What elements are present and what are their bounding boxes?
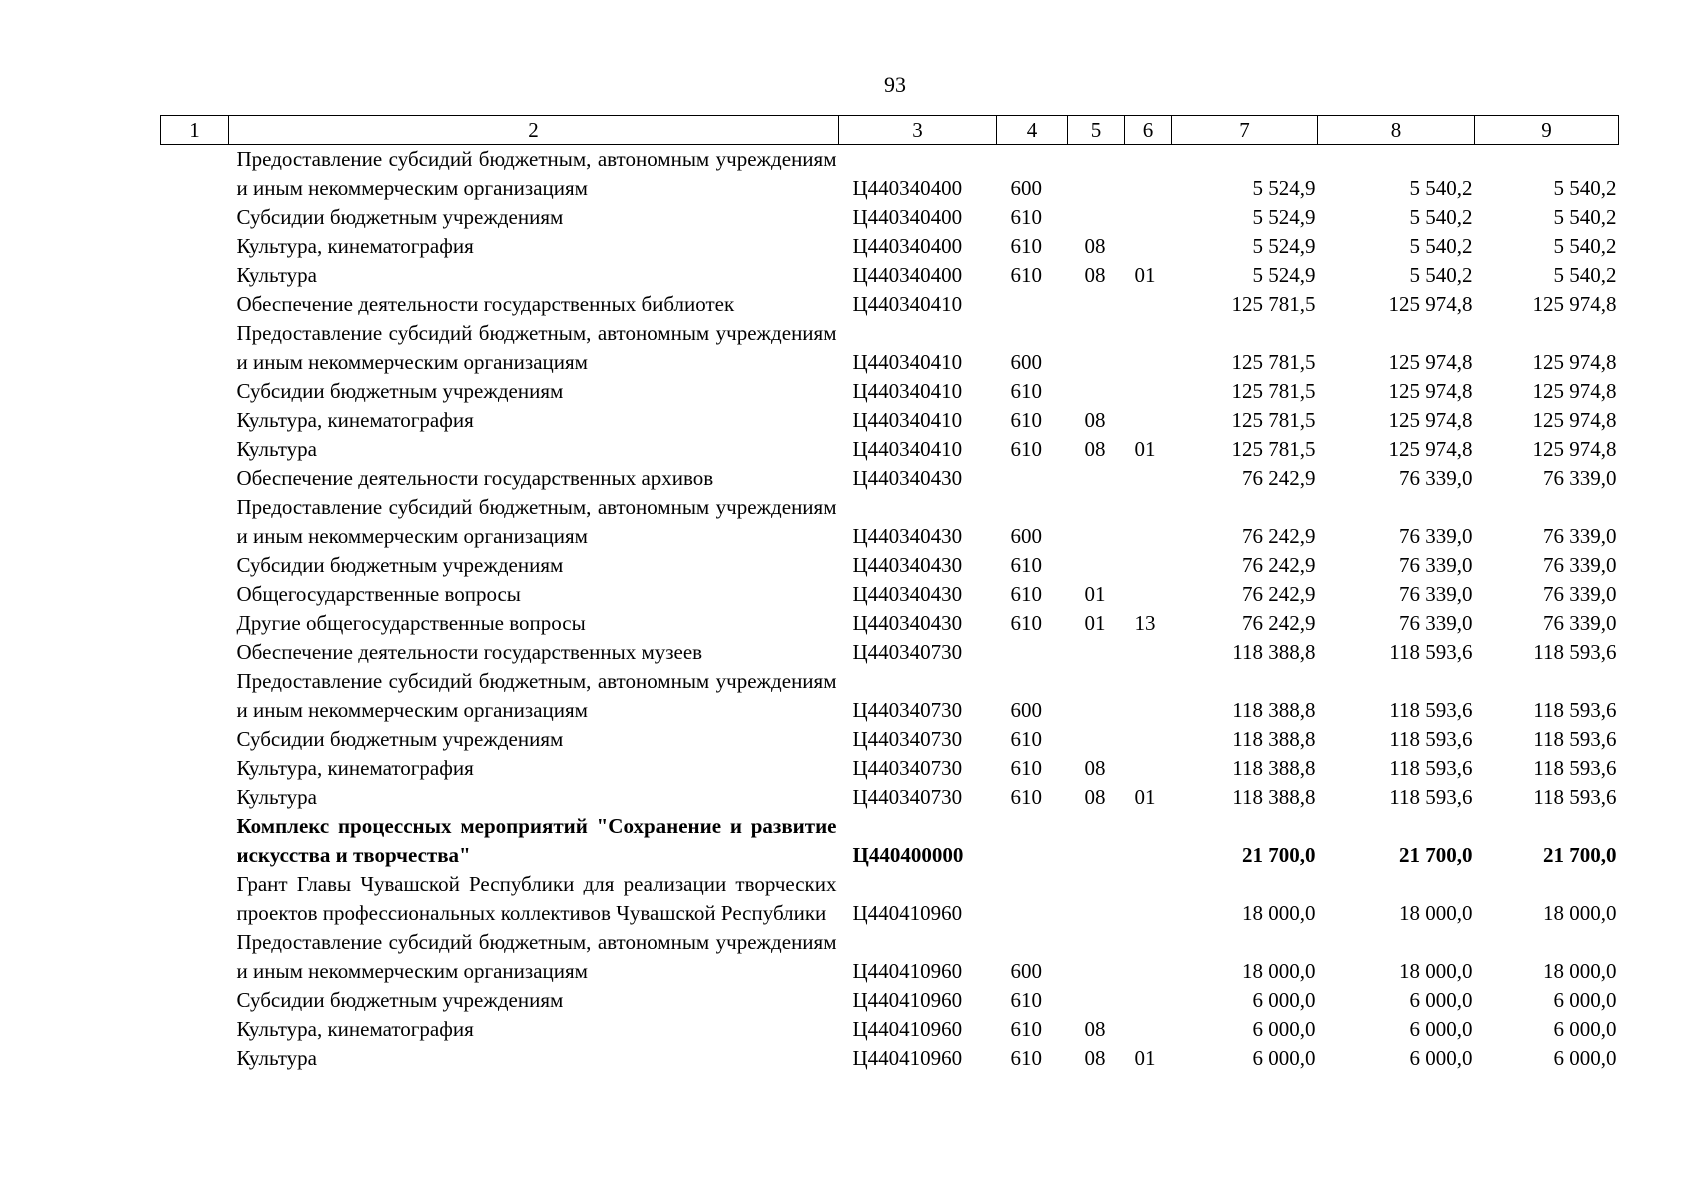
row-expense-type — [997, 290, 1068, 319]
row-section: 08 — [1084, 263, 1106, 287]
row-name: Субсидии бюджетным учреждениям — [236, 379, 564, 403]
row-amount-col9: 118 593,6 — [1533, 727, 1617, 751]
row-code: Ц440400000 — [852, 843, 964, 867]
table-row — [161, 261, 1619, 290]
row-blank-cell — [161, 290, 229, 319]
header-col-2: 2 — [229, 116, 839, 145]
row-amount-col7: 118 388,8 — [1232, 756, 1316, 780]
row-name: Культура, кинематография — [236, 1017, 474, 1041]
row-code: Ц440340400 — [852, 234, 963, 258]
row-name: Культура — [236, 437, 317, 461]
row-name: Общегосударственные вопросы — [236, 582, 521, 606]
table-row — [161, 609, 1619, 638]
row-expense-type: 610 — [1010, 988, 1042, 1012]
row-subsection — [1125, 290, 1172, 319]
row-amount-col7: 118 388,8 — [1232, 698, 1316, 722]
row-amount-col9: 5 540,2 — [1553, 234, 1617, 258]
row-amount-col7: 125 781,5 — [1231, 437, 1316, 461]
row-code: Ц440340730 — [852, 640, 963, 664]
row-amount-col7: 21 700,0 — [1242, 843, 1316, 867]
row-blank-cell — [161, 1015, 229, 1044]
row-code: Ц440340430 — [852, 582, 963, 606]
table-row — [161, 986, 1619, 1015]
row-blank-cell — [161, 464, 229, 493]
row-amount-col8: 5 540,2 — [1409, 263, 1473, 287]
row-expense-type: 610 — [1010, 437, 1042, 461]
row-name: Культура, кинематография — [236, 756, 474, 780]
row-subsection — [1125, 667, 1172, 725]
row-blank-cell — [161, 870, 229, 928]
row-name: Грант Главы Чувашской Республики для реализации творческих проектов профессиональных коллективов Чувашской Республики — [236, 872, 837, 925]
row-subsection — [1125, 812, 1172, 870]
row-name: Предоставление субсидий бюджетным, автономным учреждениям и иным некоммерческим организациям — [236, 495, 837, 548]
row-amount-col8: 125 974,8 — [1388, 350, 1473, 374]
row-amount-col9: 76 339,0 — [1543, 611, 1617, 635]
row-expense-type — [997, 638, 1068, 667]
row-code: Ц440340730 — [852, 727, 963, 751]
row-amount-col9: 6 000,0 — [1553, 988, 1617, 1012]
header-row — [161, 116, 1619, 145]
row-amount-col8: 76 339,0 — [1399, 582, 1473, 606]
table-row — [161, 1044, 1619, 1073]
row-amount-col7: 125 781,5 — [1231, 350, 1316, 374]
row-blank-cell — [161, 435, 229, 464]
header-col-1: 1 — [161, 116, 229, 145]
row-blank-cell — [161, 319, 229, 377]
row-section — [1068, 638, 1125, 667]
row-amount-col7: 5 524,9 — [1252, 205, 1316, 229]
row-amount-col8: 125 974,8 — [1388, 408, 1473, 432]
row-amount-col9: 76 339,0 — [1543, 553, 1617, 577]
row-amount-col8: 76 339,0 — [1399, 611, 1473, 635]
budget-table — [160, 115, 1619, 1073]
row-amount-col9: 76 339,0 — [1543, 582, 1617, 606]
row-amount-col9: 5 540,2 — [1553, 263, 1617, 287]
row-code: Ц440340400 — [852, 263, 963, 287]
row-amount-col7: 5 524,9 — [1252, 234, 1316, 258]
row-section: 08 — [1084, 785, 1106, 809]
row-expense-type: 610 — [1010, 1017, 1042, 1041]
row-amount-col7: 6 000,0 — [1252, 1017, 1316, 1041]
row-code: Ц440410960 — [852, 988, 963, 1012]
row-section — [1068, 319, 1125, 377]
row-blank-cell — [161, 406, 229, 435]
row-amount-col8: 6 000,0 — [1409, 1017, 1473, 1041]
row-blank-cell — [161, 145, 229, 204]
row-amount-col9: 118 593,6 — [1533, 785, 1617, 809]
table-row — [161, 406, 1619, 435]
row-blank-cell — [161, 261, 229, 290]
table-row — [161, 754, 1619, 783]
table-row — [161, 493, 1619, 551]
row-amount-col7: 6 000,0 — [1252, 988, 1316, 1012]
table-row — [161, 580, 1619, 609]
row-amount-col7: 125 781,5 — [1231, 408, 1316, 432]
row-code: Ц440410960 — [852, 1017, 963, 1041]
table-row — [161, 145, 1619, 204]
row-amount-col7: 76 242,9 — [1242, 582, 1316, 606]
header-col-9: 9 — [1475, 116, 1619, 145]
row-subsection — [1125, 145, 1172, 204]
row-amount-col8: 21 700,0 — [1399, 843, 1473, 867]
row-name: Обеспечение деятельности государственных библиотек — [236, 292, 735, 316]
row-amount-col8: 118 593,6 — [1389, 756, 1473, 780]
row-name: Субсидии бюджетным учреждениям — [236, 727, 564, 751]
row-name: Субсидии бюджетным учреждениям — [236, 553, 564, 577]
row-subsection — [1125, 319, 1172, 377]
row-name: Комплекс процессных мероприятий "Сохранение и развитие искусства и творчества" — [236, 814, 837, 867]
row-section — [1068, 203, 1125, 232]
row-name: Другие общегосударственные вопросы — [236, 611, 586, 635]
table-row — [161, 464, 1619, 493]
row-amount-col9: 5 540,2 — [1553, 176, 1617, 200]
row-name: Предоставление субсидий бюджетным, автономным учреждениям и иным некоммерческим организациям — [236, 147, 837, 200]
row-amount-col7: 125 781,5 — [1231, 379, 1316, 403]
row-amount-col8: 6 000,0 — [1409, 988, 1473, 1012]
table-row — [161, 725, 1619, 754]
row-amount-col8: 118 593,6 — [1389, 785, 1473, 809]
row-amount-col9: 125 974,8 — [1532, 292, 1617, 316]
row-name: Предоставление субсидий бюджетным, автономным учреждениям и иным некоммерческим организациям — [236, 930, 837, 983]
row-amount-col9: 125 974,8 — [1532, 379, 1617, 403]
row-expense-type — [997, 812, 1068, 870]
row-section — [1068, 464, 1125, 493]
row-section: 01 — [1084, 611, 1106, 635]
row-amount-col8: 5 540,2 — [1409, 234, 1473, 258]
table-row — [161, 290, 1619, 319]
row-expense-type — [997, 464, 1068, 493]
row-blank-cell — [161, 928, 229, 986]
row-amount-col8: 76 339,0 — [1399, 553, 1473, 577]
row-blank-cell — [161, 609, 229, 638]
row-name: Культура, кинематография — [236, 408, 474, 432]
row-subsection — [1125, 638, 1172, 667]
row-section — [1068, 928, 1125, 986]
row-subsection — [1125, 551, 1172, 580]
table-row — [161, 551, 1619, 580]
row-amount-col8: 125 974,8 — [1388, 379, 1473, 403]
row-amount-col8: 5 540,2 — [1409, 205, 1473, 229]
row-code: Ц440340430 — [852, 611, 963, 635]
row-section: 08 — [1084, 234, 1106, 258]
row-amount-col9: 76 339,0 — [1543, 524, 1617, 548]
row-amount-col7: 125 781,5 — [1231, 292, 1316, 316]
row-subsection — [1125, 870, 1172, 928]
row-amount-col9: 18 000,0 — [1543, 901, 1617, 925]
row-section — [1068, 812, 1125, 870]
row-blank-cell — [161, 551, 229, 580]
row-amount-col9: 6 000,0 — [1553, 1046, 1617, 1070]
row-blank-cell — [161, 667, 229, 725]
row-blank-cell — [161, 493, 229, 551]
row-amount-col8: 18 000,0 — [1399, 901, 1473, 925]
row-blank-cell — [161, 377, 229, 406]
row-blank-cell — [161, 754, 229, 783]
row-section: 08 — [1084, 756, 1106, 780]
row-amount-col8: 76 339,0 — [1399, 524, 1473, 548]
row-subsection — [1125, 464, 1172, 493]
row-section — [1068, 725, 1125, 754]
row-code: Ц440340730 — [852, 785, 963, 809]
row-name: Субсидии бюджетным учреждениям — [236, 988, 564, 1012]
row-blank-cell — [161, 986, 229, 1015]
row-amount-col7: 118 388,8 — [1232, 727, 1316, 751]
table-row — [161, 928, 1619, 986]
table-row — [161, 1015, 1619, 1044]
row-amount-col7: 5 524,9 — [1252, 263, 1316, 287]
row-subsection: 01 — [1134, 785, 1156, 809]
row-code: Ц440340730 — [852, 756, 963, 780]
row-name: Обеспечение деятельности государственных музеев — [236, 640, 703, 664]
row-amount-col9: 125 974,8 — [1532, 437, 1617, 461]
row-section — [1068, 290, 1125, 319]
header-col-8: 8 — [1318, 116, 1475, 145]
header-col-5: 5 — [1068, 116, 1125, 145]
row-subsection — [1125, 986, 1172, 1015]
row-amount-col8: 6 000,0 — [1409, 1046, 1473, 1070]
row-section — [1068, 493, 1125, 551]
row-blank-cell — [161, 783, 229, 812]
row-expense-type — [997, 870, 1068, 928]
row-code: Ц440340410 — [852, 437, 963, 461]
row-expense-type: 610 — [1010, 727, 1042, 751]
row-code: Ц440340410 — [852, 350, 963, 374]
table-row — [161, 638, 1619, 667]
row-expense-type: 600 — [1010, 698, 1042, 722]
row-expense-type: 610 — [1010, 205, 1042, 229]
row-code: Ц440340730 — [852, 698, 963, 722]
row-subsection: 01 — [1134, 1046, 1156, 1070]
row-subsection: 01 — [1134, 437, 1156, 461]
table-row — [161, 667, 1619, 725]
row-amount-col7: 76 242,9 — [1242, 553, 1316, 577]
row-blank-cell — [161, 812, 229, 870]
row-code: Ц440340400 — [852, 176, 963, 200]
table-row — [161, 377, 1619, 406]
row-section: 01 — [1084, 582, 1106, 606]
row-section: 08 — [1084, 1046, 1106, 1070]
row-subsection — [1125, 928, 1172, 986]
row-name: Культура — [236, 1046, 317, 1070]
row-section — [1068, 870, 1125, 928]
row-subsection — [1125, 580, 1172, 609]
header-col-6: 6 — [1125, 116, 1172, 145]
row-name: Субсидии бюджетным учреждениям — [236, 205, 564, 229]
row-amount-col9: 6 000,0 — [1553, 1017, 1617, 1041]
row-amount-col8: 118 593,6 — [1389, 727, 1473, 751]
row-expense-type: 610 — [1010, 408, 1042, 432]
row-amount-col9: 18 000,0 — [1543, 959, 1617, 983]
row-subsection: 13 — [1134, 611, 1156, 635]
row-expense-type: 610 — [1010, 234, 1042, 258]
row-blank-cell — [161, 232, 229, 261]
row-amount-col7: 5 524,9 — [1252, 176, 1316, 200]
row-code: Ц440410960 — [852, 1046, 963, 1070]
row-amount-col7: 76 242,9 — [1242, 524, 1316, 548]
table-row — [161, 435, 1619, 464]
table-row — [161, 319, 1619, 377]
row-section: 08 — [1084, 1017, 1106, 1041]
row-amount-col9: 118 593,6 — [1533, 698, 1617, 722]
row-expense-type: 610 — [1010, 379, 1042, 403]
row-expense-type: 600 — [1010, 524, 1042, 548]
table-row — [161, 232, 1619, 261]
row-expense-type: 600 — [1010, 959, 1042, 983]
table-row — [161, 870, 1619, 928]
row-amount-col8: 125 974,8 — [1388, 292, 1473, 316]
row-amount-col8: 5 540,2 — [1409, 176, 1473, 200]
row-section — [1068, 551, 1125, 580]
row-expense-type: 610 — [1010, 611, 1042, 635]
table-body — [161, 145, 1619, 1074]
row-code: Ц440340410 — [852, 379, 963, 403]
row-amount-col8: 125 974,8 — [1388, 437, 1473, 461]
row-amount-col7: 18 000,0 — [1242, 959, 1316, 983]
row-amount-col9: 76 339,0 — [1543, 466, 1617, 490]
row-section — [1068, 986, 1125, 1015]
row-blank-cell — [161, 203, 229, 232]
row-subsection — [1125, 725, 1172, 754]
row-expense-type: 610 — [1010, 1046, 1042, 1070]
row-section — [1068, 377, 1125, 406]
row-expense-type: 600 — [1010, 176, 1042, 200]
row-section: 08 — [1084, 408, 1106, 432]
row-subsection — [1125, 203, 1172, 232]
row-amount-col8: 76 339,0 — [1399, 466, 1473, 490]
row-name: Предоставление субсидий бюджетным, автономным учреждениям и иным некоммерческим организациям — [236, 669, 837, 722]
row-code: Ц440410960 — [852, 959, 963, 983]
row-name: Культура — [236, 785, 317, 809]
row-blank-cell — [161, 580, 229, 609]
row-expense-type: 610 — [1010, 553, 1042, 577]
header-col-7: 7 — [1172, 116, 1318, 145]
row-code: Ц440340430 — [852, 553, 963, 577]
row-expense-type: 610 — [1010, 263, 1042, 287]
row-subsection — [1125, 377, 1172, 406]
row-code: Ц440340430 — [852, 466, 963, 490]
row-name: Культура — [236, 263, 317, 287]
row-expense-type: 610 — [1010, 785, 1042, 809]
row-name: Предоставление субсидий бюджетным, автономным учреждениям и иным некоммерческим организациям — [236, 321, 837, 374]
row-amount-col8: 18 000,0 — [1399, 959, 1473, 983]
row-amount-col8: 118 593,6 — [1389, 640, 1473, 664]
row-subsection — [1125, 493, 1172, 551]
row-amount-col9: 125 974,8 — [1532, 350, 1617, 374]
row-amount-col9: 125 974,8 — [1532, 408, 1617, 432]
table-row — [161, 203, 1619, 232]
row-expense-type: 610 — [1010, 582, 1042, 606]
header-col-3: 3 — [839, 116, 997, 145]
header-col-4: 4 — [997, 116, 1068, 145]
row-amount-col9: 118 593,6 — [1533, 756, 1617, 780]
row-name: Обеспечение деятельности государственных архивов — [236, 466, 714, 490]
table-row — [161, 783, 1619, 812]
row-expense-type: 600 — [1010, 350, 1042, 374]
row-amount-col9: 5 540,2 — [1553, 205, 1617, 229]
row-section — [1068, 145, 1125, 204]
row-code: Ц440340400 — [852, 205, 963, 229]
row-code: Ц440340430 — [852, 524, 963, 548]
row-amount-col9: 118 593,6 — [1533, 640, 1617, 664]
row-code: Ц440340410 — [852, 408, 963, 432]
row-subsection — [1125, 1015, 1172, 1044]
row-subsection — [1125, 232, 1172, 261]
row-amount-col7: 76 242,9 — [1242, 466, 1316, 490]
row-expense-type: 610 — [1010, 756, 1042, 780]
row-section: 08 — [1084, 437, 1106, 461]
row-amount-col7: 76 242,9 — [1242, 611, 1316, 635]
row-amount-col7: 118 388,8 — [1232, 640, 1316, 664]
row-name: Культура, кинематография — [236, 234, 474, 258]
row-subsection: 01 — [1134, 263, 1156, 287]
row-blank-cell — [161, 1044, 229, 1073]
row-code: Ц440410960 — [852, 901, 963, 925]
row-amount-col7: 18 000,0 — [1242, 901, 1316, 925]
row-amount-col7: 6 000,0 — [1252, 1046, 1316, 1070]
row-section — [1068, 667, 1125, 725]
row-amount-col7: 118 388,8 — [1232, 785, 1316, 809]
row-code: Ц440340410 — [852, 292, 963, 316]
row-blank-cell — [161, 725, 229, 754]
table-row — [161, 812, 1619, 870]
row-blank-cell — [161, 638, 229, 667]
row-amount-col9: 21 700,0 — [1543, 843, 1617, 867]
row-subsection — [1125, 406, 1172, 435]
row-amount-col8: 118 593,6 — [1389, 698, 1473, 722]
page-number: 93 — [884, 72, 906, 97]
row-subsection — [1125, 754, 1172, 783]
